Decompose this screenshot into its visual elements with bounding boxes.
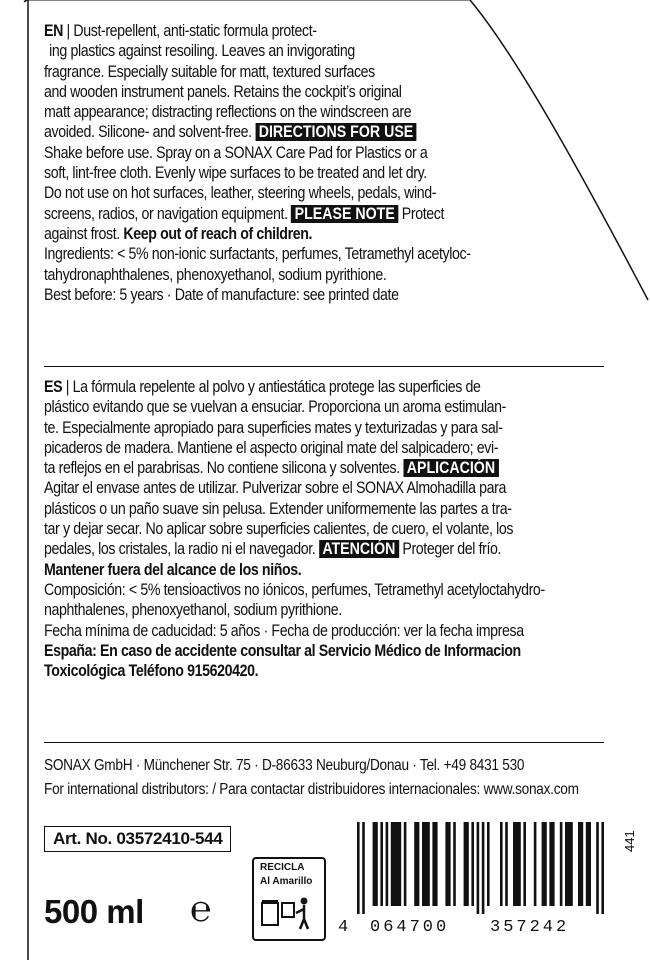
barcode-bar <box>373 822 378 906</box>
barcode-bar <box>565 822 573 906</box>
es-line-2: plástico evitando que se vuelvan a ensuciar. Proporciona un aroma estimulan- <box>44 398 507 417</box>
barcode-bar <box>391 822 401 906</box>
es-line-14: España: En caso de accidente consultar al Servicio Médico de Informacion <box>44 641 521 660</box>
barcode-bar <box>487 822 490 906</box>
barcode-bar <box>596 822 599 914</box>
en-line-1: EN | Dust-repellent, anti-static formula protect- <box>44 22 317 40</box>
es-line-6: Agitar el envase antes de utilizar. Pulverizar sobre el SONAX Almohadilla para <box>44 479 506 498</box>
language-code-en: EN <box>44 22 63 40</box>
barcode-bar <box>601 822 604 914</box>
barcode-bar <box>578 822 583 906</box>
child-warning-en: Keep out of reach of children. <box>123 224 313 243</box>
english-text-block <box>44 21 616 305</box>
barcode-bar <box>513 822 521 906</box>
en-line-11: against frost. Keep out of reach of children. <box>44 224 313 243</box>
en-line-6: avoided. Silicone- and solvent-free. DIRECTIONS FOR USE <box>44 122 616 142</box>
barcode-bar <box>549 822 554 906</box>
en-line-4: and wooden instrument panels. Retains the cockpit’s original <box>44 82 402 101</box>
recycling-badge <box>252 857 326 941</box>
barcode-bar <box>357 822 360 914</box>
estimated-sign-icon: ℮ <box>190 888 212 929</box>
barcode-bar <box>404 822 407 906</box>
es-line-1: ES | La fórmula repelente al polvo y antiestática protege las superficies de <box>44 378 481 396</box>
barcode-bar <box>586 822 591 906</box>
section-divider <box>44 366 604 367</box>
barcode-bar <box>477 822 480 914</box>
barcode-right-digits: 357242 <box>490 918 570 937</box>
barcode-bar <box>414 822 419 906</box>
en-line-12: Ingredients: < 5% non-ionic surfactants, perfumes, Tetramethyl acetyloc- <box>44 245 471 264</box>
es-line-3: te. Especialmente apropiado para superficies mates y texturizadas y para sal- <box>44 418 503 437</box>
es-line-7: plásticos o un paño suave sin pelusa. Extender uniformemente las partes a tra- <box>44 499 512 518</box>
es-line-11: Composición: < 5% tensioactivos no iónicos, perfumes, Tetramethyl acetyloctahydro- <box>44 580 545 599</box>
article-number: Art. No. 03572410-544 <box>44 826 231 852</box>
es-line-8: tar y dejar secar. No aplicar sobre superficies calientes, de cuero, el volante, los <box>44 520 514 539</box>
directions-heading-en: DIRECTIONS FOR USE <box>255 123 416 141</box>
footer-divider <box>44 742 604 743</box>
en-line-7: Shake before use. Spray on a SONAX Care Pad for Plastics or a <box>44 143 428 162</box>
barcode-bar <box>453 822 456 906</box>
barcode-bar <box>500 822 503 906</box>
recycling-bin-icon <box>260 893 316 933</box>
barcode-bar <box>386 822 389 906</box>
barcode-bar <box>432 822 437 906</box>
manufacturer-address: SONAX GmbH · Münchener Str. 75 · D-86633 Neuburg/Donau · Tel. +49 8431 530 <box>44 757 525 774</box>
es-line-13: Fecha mínima de caducidad: 5 años · Fecha de producción: ver la fecha impresa <box>44 621 524 640</box>
recycling-line-2: Al Amarillo <box>260 876 313 887</box>
en-line-13: tahydronaphthalenes, phenoxyethanol, sodium pyrithione. <box>44 265 387 284</box>
en-line-8: soft, lint-free cloth. Evenly wipe surfaces to be treated and let dry. <box>44 164 427 183</box>
barcode-bar <box>534 822 537 906</box>
es-line-4: picaderos de madera. Mantiene el aspecto original mate del salpicadero; evi- <box>44 438 499 457</box>
barcode-bar <box>464 822 469 906</box>
es-line-12: naphthalenes, phenoxyethanol, sodium pyrithione. <box>44 601 342 620</box>
volume-label: 500 ml <box>44 893 144 930</box>
language-code-es: ES <box>44 378 63 396</box>
barcode-bar <box>362 822 365 914</box>
barcode-bar <box>482 822 485 914</box>
barcode-bar <box>380 822 383 906</box>
barcode <box>345 820 615 916</box>
recycling-line-1: RECICLA <box>260 862 305 873</box>
en-line-14: Best before: 5 years · Date of manufacture: see printed date <box>44 285 399 304</box>
note-heading-en: PLEASE NOTE <box>291 205 398 223</box>
es-line-5: ta reflejos en el parabrisas. No contiene silicona y solventes. APLICACIÓN <box>44 458 616 478</box>
barcode-bar <box>560 822 563 906</box>
es-line-10: Mantener fuera del alcance de los niños. <box>44 560 302 579</box>
distributor-contact: For international distributors: / Para contactar distribuidores internacionales: www.sonax.com <box>44 781 579 798</box>
note-heading-es: ATENCIÓN <box>319 540 399 558</box>
side-code: 441 <box>622 830 637 852</box>
en-line-9: Do not use on hot surfaces, leather, steering wheels, pedals, wind- <box>44 184 437 203</box>
en-line-10: screens, radios, or navigation equipment. PLEASE NOTE Protect <box>44 204 445 223</box>
barcode-bar <box>542 822 547 906</box>
barcode-left-digits: 064700 <box>370 918 450 937</box>
en-line-2: ing plastics against resoiling. Leaves an invigorating <box>49 42 355 61</box>
barcode-bar <box>445 822 450 906</box>
es-line-15: Toxicológica Teléfono 915620420. <box>44 662 259 681</box>
spanish-text-block <box>44 377 616 681</box>
en-line-5: matt appearance; distracting reflections on the windscreen are <box>44 103 412 122</box>
barcode-bar <box>523 822 526 906</box>
barcode-bar <box>422 822 430 906</box>
barcode-bar <box>505 822 508 906</box>
barcode-first-digit: 4 <box>338 918 352 937</box>
es-line-9: pedales, los cristales, la radio ni el navegador. ATENCIÓN Proteger del frío. <box>44 540 502 559</box>
directions-heading-es: APLICACIÓN <box>403 459 498 477</box>
en-line-3: fragrance. Especially suitable for matt, textured surfaces <box>44 62 375 81</box>
barcode-bar <box>471 822 474 906</box>
